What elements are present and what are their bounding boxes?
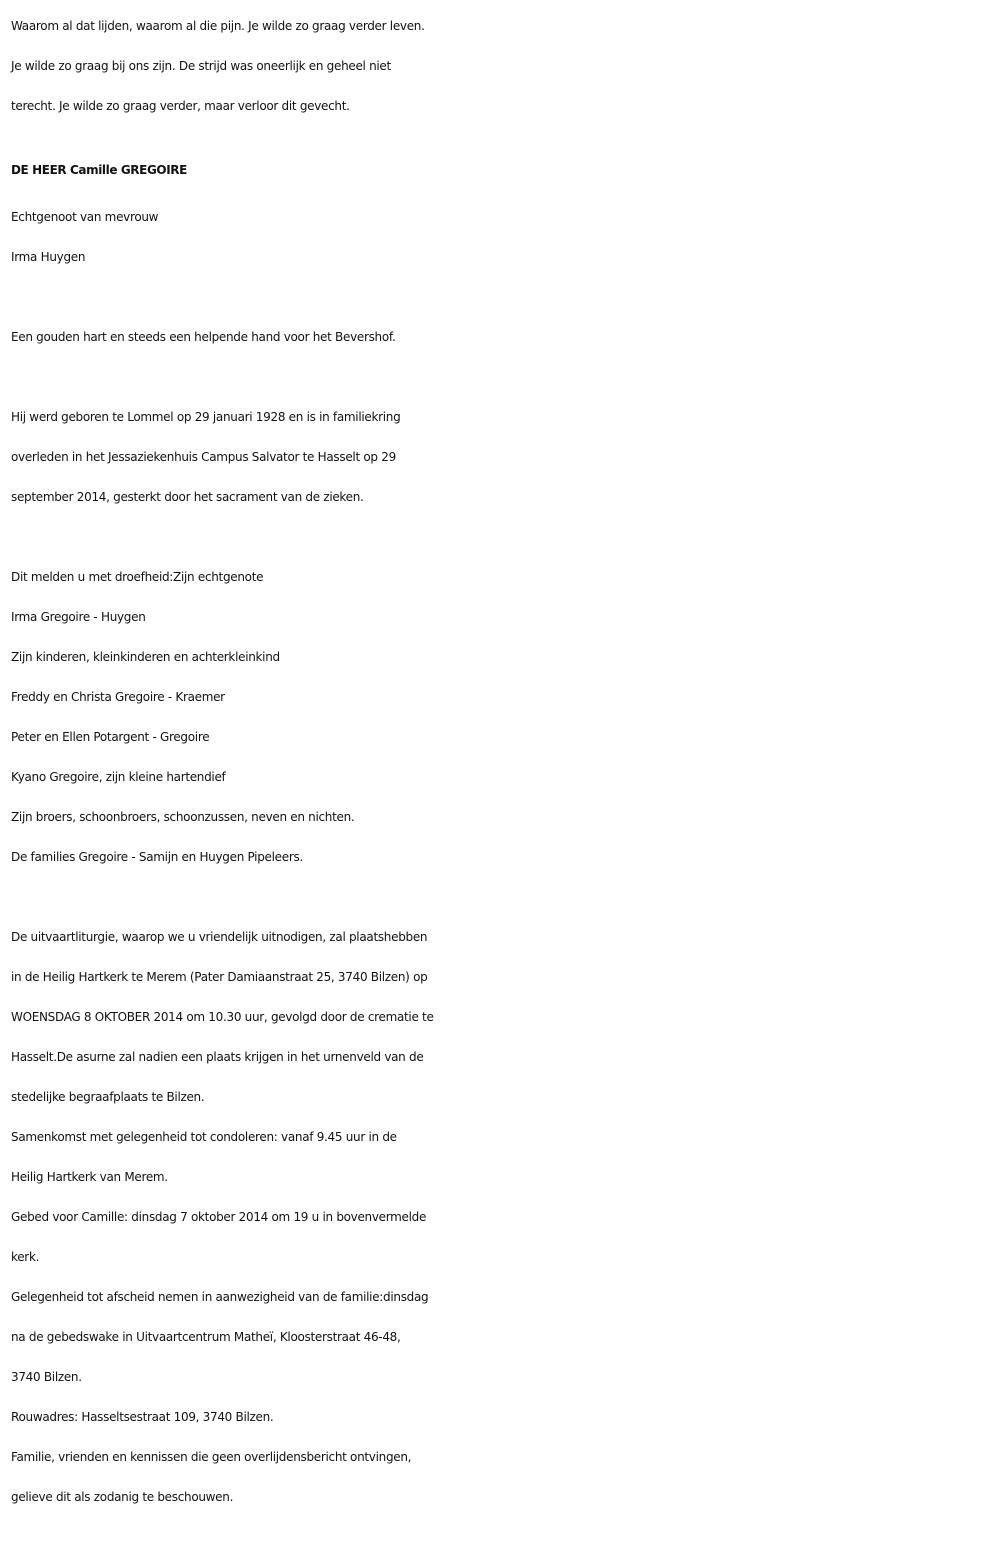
- deceased-name-heading: DE HEER Camille GREGOIRE: [11, 163, 187, 177]
- poem-block: [11, 6, 991, 126]
- spouse-line: Irma Huygen: [11, 250, 86, 264]
- ceremony-line: na de gebedswake in Uitvaartcentrum Matheï, Kloosterstraat 46-48,: [11, 1330, 401, 1344]
- ceremony-line: Gelegenheid tot afscheid nemen in aanwezigheid van de familie:dinsdag: [11, 1290, 429, 1304]
- tribute-line: Een gouden hart en steeds een helpende hand voor het Bevershof.: [11, 330, 396, 344]
- family-block: [11, 557, 991, 877]
- family-line: Dit melden u met droefheid:Zijn echtgenote: [11, 570, 264, 584]
- ceremony-line: Rouwadres: Hasseltsestraat 109, 3740 Bilzen.: [11, 1410, 274, 1424]
- birth-death-block: [11, 397, 991, 517]
- family-line: Peter en Ellen Potargent - Gregoire: [11, 730, 210, 744]
- ceremony-line: Gebed voor Camille: dinsdag 7 oktober 2014 om 19 u in bovenvermelde: [11, 1210, 427, 1224]
- ceremony-block: [11, 917, 991, 1517]
- birth-death-line: Hij werd geboren te Lommel op 29 januari 1928 en is in familiekring: [11, 410, 401, 424]
- poem-line: Waarom al dat lijden, waarom al die pijn. Je wilde zo graag verder leven.: [11, 19, 425, 33]
- ceremony-line: Familie, vrienden en kennissen die geen overlijdensbericht ontvingen,: [11, 1450, 412, 1464]
- ceremony-line: in de Heilig Hartkerk te Merem (Pater Damiaanstraat 25, 3740 Bilzen) op: [11, 970, 428, 984]
- ceremony-line: gelieve dit als zodanig te beschouwen.: [11, 1490, 234, 1504]
- spouse-block: [11, 197, 991, 277]
- ceremony-line: 3740 Bilzen.: [11, 1370, 82, 1384]
- family-line: De families Gregoire - Samijn en Huygen Pipeleers.: [11, 850, 303, 864]
- ceremony-line: Samenkomst met gelegenheid tot condoleren: vanaf 9.45 uur in de: [11, 1130, 397, 1144]
- ceremony-line: Heilig Hartkerk van Merem.: [11, 1170, 168, 1184]
- family-line: Zijn kinderen, kleinkinderen en achterkleinkind: [11, 650, 280, 664]
- ceremony-line: WOENSDAG 8 OKTOBER 2014 om 10.30 uur, gevolgd door de crematie te: [11, 1010, 434, 1024]
- spacer: [11, 277, 991, 317]
- ceremony-line: stedelijke begraafplaats te Bilzen.: [11, 1090, 205, 1104]
- spacer: [11, 517, 991, 557]
- family-line: Zijn broers, schoonbroers, schoonzussen, neven en nichten.: [11, 810, 355, 824]
- spacer: [11, 877, 991, 917]
- spouse-line: Echtgenoot van mevrouw: [11, 210, 159, 224]
- family-line: Kyano Gregoire, zijn kleine hartendief: [11, 770, 226, 784]
- family-line: Freddy en Christa Gregoire - Kraemer: [11, 690, 225, 704]
- ceremony-line: De uitvaartliturgie, waarop we u vriendelijk uitnodigen, zal plaatshebben: [11, 930, 428, 944]
- poem-line: Je wilde zo graag bij ons zijn. De strijd was oneerlijk en geheel niet: [11, 59, 391, 73]
- poem-line: terecht. Je wilde zo graag verder, maar verloor dit gevecht.: [11, 99, 350, 113]
- ceremony-line: Hasselt.De asurne zal nadien een plaats krijgen in het urnenveld van de: [11, 1050, 424, 1064]
- spacer: [11, 357, 991, 397]
- birth-death-line: september 2014, gesterkt door het sacrament van de zieken.: [11, 490, 364, 504]
- family-line: Irma Gregoire - Huygen: [11, 610, 146, 624]
- birth-death-line: overleden in het Jessaziekenhuis Campus Salvator te Hasselt op 29: [11, 450, 396, 464]
- ceremony-line: kerk.: [11, 1250, 40, 1264]
- obituary-document: [11, 6, 991, 1517]
